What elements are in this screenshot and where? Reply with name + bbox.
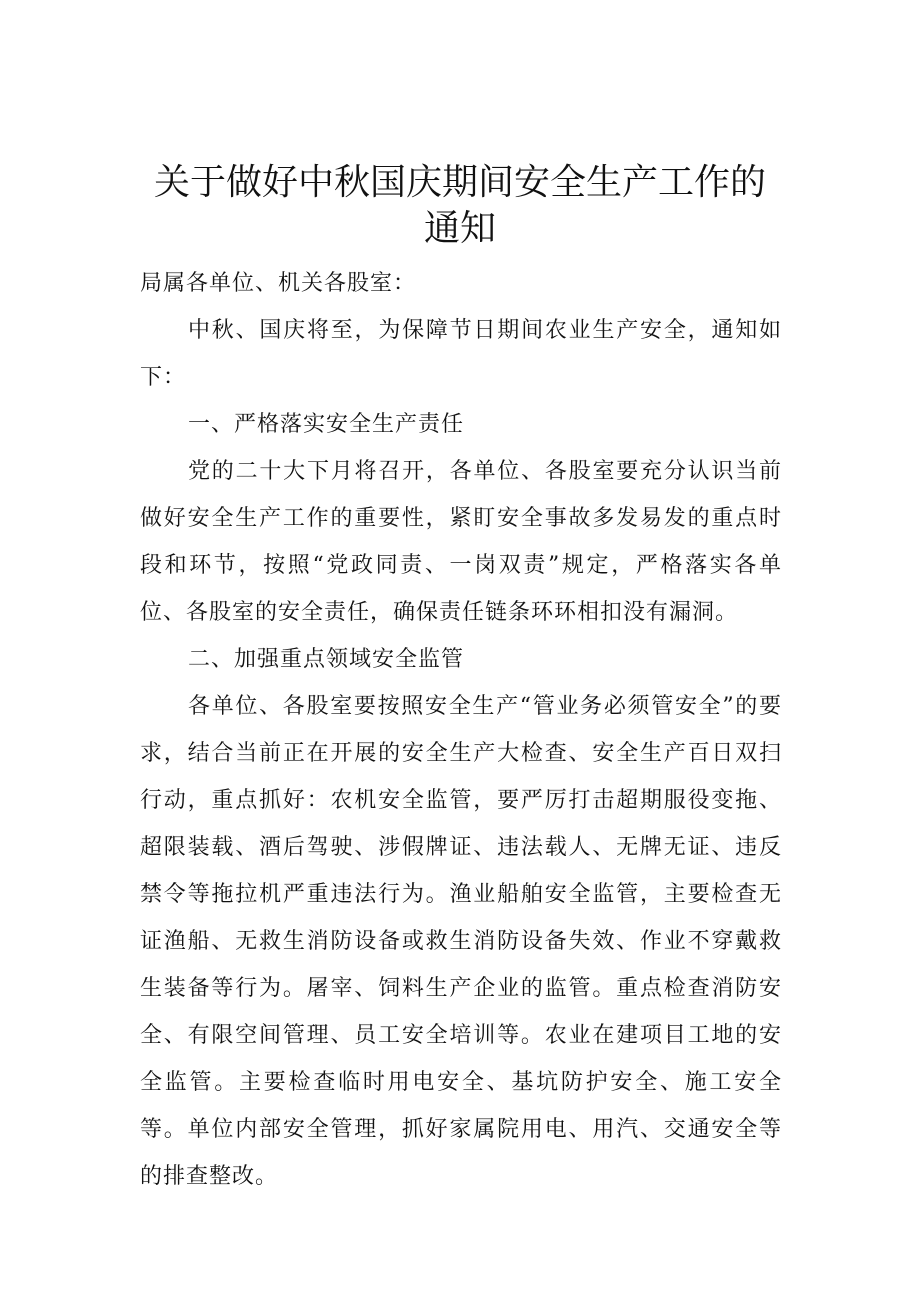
title-line-1: 关于做好中秋国庆期间安全生产工作的 <box>153 162 766 203</box>
section-2-body: 各单位、各股室要按照安全生产“管业务必须管安全”的要求，结合当前正在开展的安全生产大检查、安全生产百日双扫行动，重点抓好：农机安全监管，要严厉打击超期服役变拖、超限装载、酒后驾驶、涉假牌证、违法载人、无牌无证、违反禁令等拖拉机严重违法行为。渔业船舶安全监管，主要检查无证渔船、无救生消防设备或救生消防设备失效、作业不穿戴救生装备等行为。屠宰、饲料生产企业的监管。重点检查消防安全、有限空间管理、员工安全培训等。农业在建项目工地的安全监管。主要检查临时用电安全、基坑防护安全、施工安全等。单位内部安全管理，抓好家属院用电、用汽、交通安全等的排查整改。 <box>140 694 782 1189</box>
section-1-body: 党的二十大下月将召开，各单位、各股室要充分认识当前做好安全生产工作的重要性，紧盯安全事故多发易发的重点时段和环节，按照“党政同责、一岗双责”规定，严格落实各单位、各股室的安全责任，确保责任链条环环相扣没有漏洞。 <box>140 459 782 625</box>
salutation: 局属各单位、机关各股室： <box>140 271 417 296</box>
intro-paragraph: 中秋、国庆将至，为保障节日期间农业生产安全，通知如下： <box>140 318 782 390</box>
section-2-heading: 二、加强重点领域安全监管 <box>188 647 465 672</box>
title-line-2: 通知 <box>423 208 496 249</box>
document-body <box>140 260 782 1200</box>
section-1-heading: 一、严格落实安全生产责任 <box>188 412 465 437</box>
document-title <box>0 160 920 252</box>
